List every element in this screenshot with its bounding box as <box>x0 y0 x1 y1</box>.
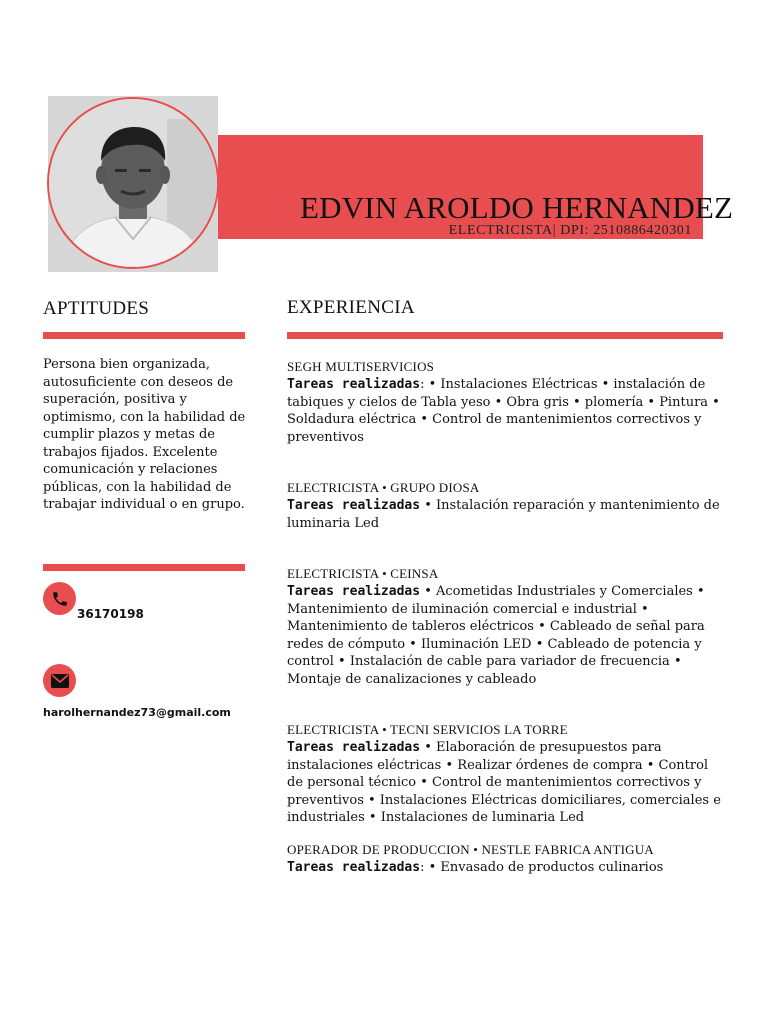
job-description: Tareas realizadas: • Envasado de productos culinarios <box>287 860 664 875</box>
job-title: ELECTRICISTA • GRUPO DIOSA <box>287 480 480 495</box>
email-address[interactable]: harolhernandez73@gmail.com <box>43 706 231 719</box>
experience-rule <box>287 332 723 339</box>
tasks-label: Tareas realizadas <box>287 740 421 755</box>
job-entry <box>287 479 727 532</box>
job-tasks: • Envasado de productos culinarios <box>428 860 664 875</box>
job-entry <box>287 358 727 446</box>
tasks-label: Tareas realizadas <box>287 860 421 875</box>
phone-icon <box>43 582 76 615</box>
job-description <box>287 497 727 532</box>
person-silhouette-icon <box>49 99 217 267</box>
job-description <box>287 739 727 827</box>
job-tasks: • Instalaciones Eléctricas • instalación de tabiques y cielos de Tabla yeso • Obra gris • plomería • Pintura • Soldadura eléctrica • Control de mantenimientos correctivos y preventivos <box>287 377 720 445</box>
job-title: OPERADOR DE PRODUCCION • NESTLE FABRICA ANTIGUA <box>287 842 654 857</box>
job-entry <box>287 841 727 877</box>
tasks-label: Tareas realizadas <box>287 498 421 513</box>
experience-heading: EXPERIENCIA <box>287 297 415 318</box>
profile-photo <box>47 97 219 269</box>
contact-rule <box>43 564 245 571</box>
about-text: Persona bien organizada, autosuficiente con deseos de superación, positiva y optimismo, con la habilidad de cumplir plazos y metas de trabajos fijados. Excelente comunicación y relaciones públicas, con la habilidad de trabajar individual o en grupo. <box>43 357 246 512</box>
job-tasks: • Elaboración de presupuestos para instalaciones eléctricas • Realizar órdenes de compra • Control de personal técnico • Control de mantenimientos correctivos y preventivos • Instalaciones Eléctricas domiciliares, comerciales e industriales • Instalaciones de luminaria Led <box>287 740 721 825</box>
job-description: Tareas realizadas: • Instalaciones Eléctricas • instalación de tabiques y cielos de Tabla yeso • Obra gris • plomería • Pintura • Soldadura eléctrica • Control de mantenimientos correctivos y preventivos <box>287 377 720 445</box>
job-entry <box>287 565 727 688</box>
job-tasks: • Acometidas Industriales y Comerciales • Mantenimiento de iluminación comercial e industrial • Mantenimiento de tableros eléctricos • Cableado de señal para redes de cómputo • Iluminación LED • Cableado de potencia y control • Instalación de cable para variador de frecuencia • Montaje de canalizaciones y cableado <box>287 584 705 687</box>
tasks-label: Tareas realizadas <box>287 584 421 599</box>
job-description <box>287 583 727 688</box>
job-title: ELECTRICISTA • TECNI SERVICIOS LA TORRE <box>287 722 568 737</box>
tasks-label: Tareas realizadas <box>287 377 421 392</box>
person-subtitle: ELECTRICISTA| DPI: 2510886420301 <box>448 223 692 238</box>
phone-number[interactable]: 36170198 <box>77 607 144 621</box>
job-entry <box>287 721 727 827</box>
aptitudes-rule <box>43 332 245 339</box>
aptitudes-heading: APTITUDES <box>43 298 150 319</box>
envelope-icon <box>43 664 76 697</box>
job-tasks: • Instalación reparación y mantenimiento de luminaria Led <box>287 498 720 531</box>
person-name: EDVIN AROLDO HERNANDEZ <box>300 190 734 225</box>
job-title: SEGH MULTISERVICIOS <box>287 359 435 374</box>
job-title: ELECTRICISTA • CEINSA <box>287 566 439 581</box>
